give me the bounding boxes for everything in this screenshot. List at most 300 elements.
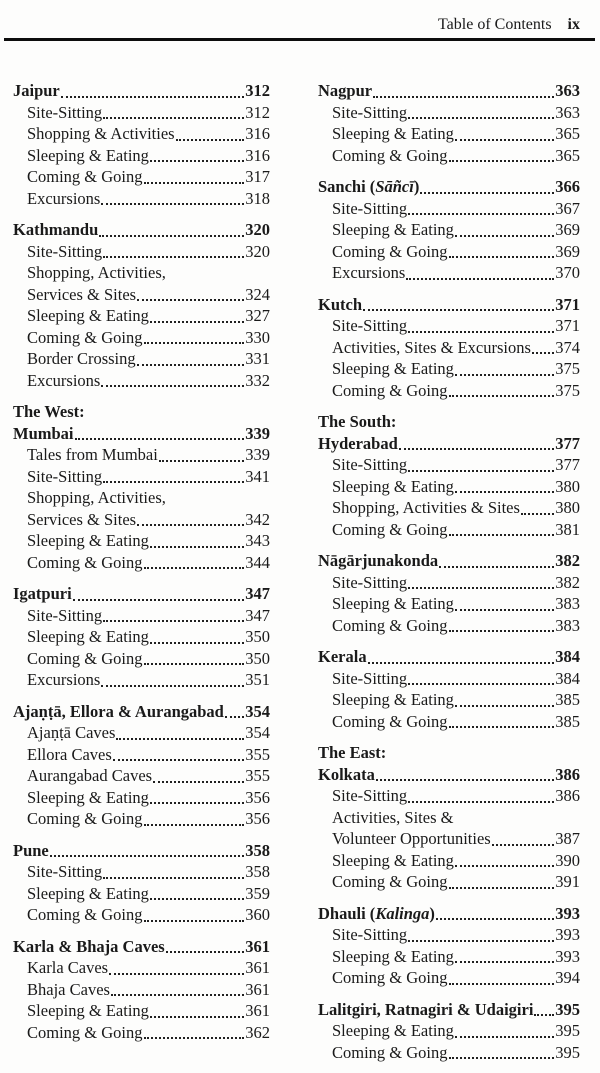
section-page-number: 382 (555, 551, 580, 570)
section-heading-text: ) (429, 903, 435, 923)
entry-label: Site-Sitting (27, 605, 103, 625)
section-heading-preline: The West: (13, 402, 85, 421)
dot-leader (368, 646, 555, 664)
entry-page-number: 393 (555, 925, 580, 944)
toc-section (13, 701, 270, 830)
dot-leader (363, 294, 554, 312)
dot-leader (408, 315, 554, 333)
entry-page-number: 362 (245, 1022, 270, 1042)
toc-entry (13, 123, 270, 145)
dot-leader (455, 593, 554, 611)
entry-label: Sleeping & Eating (27, 531, 149, 550)
toc-section (318, 176, 580, 284)
section-heading (13, 701, 270, 723)
dot-leader (166, 936, 245, 954)
entry-label: Site-Sitting (27, 862, 103, 881)
dot-leader (113, 744, 244, 762)
section-heading-label (318, 999, 533, 1021)
toc-section (13, 219, 270, 391)
dot-leader (492, 828, 555, 846)
dot-leader (150, 626, 244, 644)
toc-entry (318, 850, 580, 872)
entry-label: Sleeping & Eating (27, 1001, 149, 1020)
section-heading (318, 433, 580, 455)
dot-leader (521, 497, 554, 515)
section-page-number: 377 (555, 433, 580, 453)
section-heading (13, 80, 270, 102)
dot-leader (150, 883, 244, 901)
entry-label: Sleeping & Eating (332, 1021, 454, 1040)
entry-page-number: 393 (555, 946, 580, 966)
toc-entry (13, 444, 270, 466)
dot-leader (406, 262, 554, 280)
dot-leader (176, 123, 245, 141)
entry-label: Sleeping & Eating (27, 306, 149, 325)
toc-entry (13, 808, 270, 830)
dot-leader (101, 188, 244, 206)
toc-entry (13, 552, 270, 574)
entry-label: Site-Sitting (332, 668, 408, 688)
toc-entry (318, 1020, 580, 1042)
entry-page-number: 395 (555, 1042, 580, 1062)
section-heading-text: ) (413, 177, 420, 196)
entry-label: Coming & Going (27, 648, 143, 668)
section-page-number: 386 (555, 764, 580, 784)
dot-leader (144, 327, 245, 345)
section-heading-label (318, 294, 362, 316)
section-heading-label (318, 903, 435, 925)
toc-entry (318, 476, 580, 498)
entry-label: Sleeping & Eating (332, 476, 454, 496)
dot-leader (225, 701, 244, 719)
dot-leader (455, 219, 554, 237)
dot-leader (137, 509, 244, 527)
section-heading-text: Karla & Bhaja Caves (13, 936, 165, 956)
entry-page-number: 394 (555, 968, 580, 987)
toc-entry (318, 241, 580, 263)
entry-page-number: 365 (555, 145, 580, 165)
dot-leader (99, 219, 244, 237)
entry-label: Coming & Going (332, 241, 448, 261)
section-page-number: 395 (555, 999, 580, 1019)
entry-page-number: 359 (245, 883, 270, 903)
entry-page-number: 341 (245, 466, 270, 486)
toc-entry (318, 198, 580, 220)
entry-page-number: 371 (555, 316, 580, 335)
entry-page-number: 391 (555, 872, 580, 891)
dot-leader (455, 850, 554, 868)
entry-label: Site-Sitting (332, 198, 408, 218)
dot-leader (408, 924, 554, 942)
dot-leader (449, 711, 555, 729)
toc-entry (13, 327, 270, 349)
dot-leader (376, 764, 554, 782)
entry-label: Excursions (27, 670, 101, 689)
dot-leader (111, 979, 244, 997)
entry-page-number: 385 (555, 711, 580, 731)
section-heading-text: Kutch (318, 294, 363, 314)
entry-page-number: 365 (555, 124, 580, 143)
section-heading-label (318, 646, 367, 668)
toc-entry (13, 957, 270, 979)
toc-entry (13, 305, 270, 327)
toc-entry (318, 358, 580, 380)
entry-page-number: 381 (555, 519, 580, 539)
entry-label: Site-Sitting (332, 102, 408, 122)
entry-page-number: 356 (245, 787, 270, 807)
entry-label: Coming & Going (332, 519, 448, 539)
dot-leader (449, 519, 555, 537)
toc-entry (13, 284, 270, 306)
toc-entry (13, 509, 270, 531)
entry-label: Coming & Going (332, 1042, 448, 1062)
entry-page-number: 354 (245, 723, 270, 742)
toc-entry (318, 145, 580, 167)
toc-entry (318, 946, 580, 968)
entry-label: Excursions (27, 188, 101, 208)
section-heading-preline: The South: (318, 412, 397, 431)
dot-leader (109, 957, 244, 975)
toc-entry (13, 1000, 270, 1022)
dot-leader (408, 102, 554, 120)
entry-label: Coming & Going (27, 552, 143, 572)
dot-leader (455, 123, 554, 141)
section-heading-italic-text: Sāñcī (375, 177, 414, 196)
section-heading-text: Kathmandu (13, 220, 99, 239)
entry-label: Aurangabad Caves (27, 766, 153, 785)
dot-leader (449, 145, 555, 163)
entry-page-number: 395 (555, 1021, 580, 1040)
entry-label: Coming & Going (332, 872, 448, 891)
section-page-number: 384 (555, 647, 580, 666)
entry-label: Volunteer Opportunities (332, 829, 491, 848)
entry-page-number: 369 (555, 241, 580, 261)
toc-entry (13, 605, 270, 627)
toc-entry (318, 315, 580, 337)
entry-wrap-line: Shopping, Activities, (27, 263, 166, 282)
dot-leader (449, 871, 555, 889)
dot-leader (61, 80, 244, 98)
entry-label: Site-Sitting (332, 925, 408, 944)
dot-leader (159, 444, 244, 462)
section-heading-label (13, 840, 49, 862)
section-heading (318, 294, 580, 316)
section-heading-label (13, 80, 60, 102)
entry-label: Site-Sitting (27, 102, 103, 122)
toc-entry (13, 904, 270, 926)
entry-page-number: 318 (245, 188, 270, 208)
section-heading-text: Nagpur (318, 81, 373, 100)
dot-leader (420, 176, 554, 194)
toc-section (13, 80, 270, 209)
dot-leader (150, 145, 244, 163)
entry-label: Bhaja Caves (27, 979, 110, 999)
section-heading-label (13, 219, 98, 241)
entry-wrap-line: Activities, Sites & (332, 807, 454, 827)
section-heading-text: Pune (13, 840, 49, 860)
entry-page-number: 377 (555, 455, 580, 474)
toc-entry (318, 828, 580, 850)
entry-page-number: 375 (555, 359, 580, 378)
dot-leader (408, 668, 554, 686)
toc-section (318, 646, 580, 732)
entry-page-number: 331 (245, 349, 270, 368)
toc-columns (0, 80, 600, 1063)
entry-label: Sleeping & Eating (27, 883, 149, 903)
entry-page-number: 350 (245, 648, 270, 668)
entry-label: Coming & Going (27, 167, 143, 186)
section-heading (318, 999, 580, 1021)
dot-leader (408, 785, 554, 803)
entry-page-number: 344 (245, 552, 270, 572)
toc-entry (13, 861, 270, 883)
entry-label: Sleeping & Eating (332, 850, 454, 870)
toc-section (13, 401, 270, 573)
entry-page-number: 375 (555, 380, 580, 400)
toc-section (318, 742, 580, 893)
dot-leader (144, 808, 245, 826)
entry-page-number: 316 (245, 145, 270, 165)
entry-page-number: 327 (245, 306, 270, 325)
entry-label: Sleeping & Eating (332, 946, 454, 966)
toc-entry (13, 348, 270, 370)
dot-leader (150, 1000, 244, 1018)
section-page-number: 354 (245, 701, 270, 721)
entry-page-number: 363 (555, 102, 580, 122)
section-heading-label (318, 80, 372, 102)
entry-page-number: 324 (245, 284, 270, 304)
toc-entry (13, 669, 270, 691)
entry-page-number: 383 (555, 615, 580, 635)
toc-entry (318, 572, 580, 594)
entry-page-number: 367 (555, 198, 580, 218)
toc-entry (318, 102, 580, 124)
entry-page-number: 374 (555, 337, 580, 357)
entry-page-number: 351 (245, 670, 270, 689)
section-heading (318, 550, 580, 572)
toc-entry (318, 871, 580, 893)
toc-entry (13, 166, 270, 188)
entry-label: Excursions (27, 370, 101, 390)
entry-page-number: 355 (245, 744, 270, 764)
section-heading-text: Ajaṇṭā, Ellora & Aurangabad (13, 701, 224, 721)
entry-label: Activities, Sites & Excursions (332, 337, 531, 357)
dot-leader (150, 787, 244, 805)
entry-page-number: 320 (245, 241, 270, 261)
dot-leader (137, 348, 245, 366)
entry-label: Coming & Going (27, 327, 143, 347)
toc-entry (318, 123, 580, 145)
toc-entry (318, 262, 580, 284)
folio-page-number: ix (567, 16, 580, 33)
section-heading-text: Igatpuri (13, 584, 72, 603)
toc-section (318, 550, 580, 636)
section-heading (318, 80, 580, 102)
section-page-number: 320 (245, 220, 270, 239)
section-page-number: 366 (555, 177, 580, 196)
entry-page-number: 356 (245, 809, 270, 828)
dot-leader (150, 530, 244, 548)
dot-leader (144, 648, 245, 666)
section-heading-text: Jaipur (13, 81, 60, 100)
entry-label: Sleeping & Eating (27, 145, 149, 165)
section-heading-label (13, 701, 224, 723)
entry-label: Sleeping & Eating (332, 359, 454, 378)
section-page-number: 358 (245, 840, 270, 860)
page-header (0, 0, 600, 35)
section-heading-label (13, 936, 165, 958)
entry-label: Excursions (332, 263, 406, 282)
entry-label: Tales from Mumbai (27, 445, 158, 464)
entry-page-number: 361 (245, 958, 270, 977)
section-page-number: 339 (245, 423, 270, 443)
section-heading-label (318, 764, 375, 786)
entry-label: Services & Sites (27, 284, 137, 304)
section-heading-label (318, 433, 398, 455)
entry-label: Sleeping & Eating (332, 124, 454, 143)
entry-page-number: 342 (245, 509, 270, 529)
toc-entry (13, 722, 270, 744)
entry-label: Shopping, Activities & Sites (332, 498, 520, 517)
entry-page-number: 316 (245, 124, 270, 143)
toc-section (318, 411, 580, 540)
dot-leader (153, 765, 244, 783)
dot-leader (103, 241, 244, 259)
dot-leader (50, 840, 244, 858)
entry-label: Sleeping & Eating (332, 690, 454, 709)
section-heading (13, 423, 270, 445)
toc-entry (13, 1022, 270, 1044)
section-heading-text: Hyderabad (318, 433, 398, 453)
section-heading (13, 583, 270, 605)
toc-entry (13, 370, 270, 392)
entry-label: Site-Sitting (332, 786, 408, 805)
entry-page-number: 383 (555, 594, 580, 613)
dot-leader (408, 198, 554, 216)
toc-entry (318, 593, 580, 615)
section-heading-text: Kerala (318, 647, 367, 666)
toc-section (318, 903, 580, 989)
dot-leader (144, 166, 245, 184)
entry-page-number: 343 (245, 531, 270, 550)
section-heading-text: Kolkata (318, 764, 375, 784)
section-heading-italic-text: Kalinga (375, 903, 430, 923)
section-heading (13, 840, 270, 862)
section-page-number: 312 (245, 81, 270, 100)
dot-leader (101, 669, 244, 687)
toc-entry (13, 241, 270, 263)
entry-label: Karla Caves (27, 958, 109, 977)
toc-entry (318, 711, 580, 733)
entry-page-number: 347 (245, 605, 270, 625)
entry-page-number: 312 (245, 102, 270, 122)
section-heading-text: Dhauli ( (318, 903, 376, 923)
toc-entry (318, 219, 580, 241)
toc-entry (318, 1042, 580, 1064)
entry-page-number: 384 (555, 668, 580, 688)
toc-entry (13, 530, 270, 552)
entry-label: Coming & Going (332, 711, 448, 731)
dot-leader (455, 1020, 554, 1038)
entry-page-number: 361 (245, 1001, 270, 1020)
toc-entry (13, 466, 270, 488)
entry-page-number: 370 (555, 263, 580, 282)
toc-entry (13, 626, 270, 648)
dot-leader (439, 550, 554, 568)
entry-page-number: 361 (245, 979, 270, 999)
toc-column (13, 80, 270, 1063)
dot-leader (103, 861, 244, 879)
dot-leader (144, 904, 245, 922)
entry-page-number: 339 (245, 445, 270, 464)
entry-label: Coming & Going (332, 968, 448, 987)
dot-leader (399, 433, 554, 451)
toc-entry (13, 744, 270, 766)
entry-label: Coming & Going (27, 1022, 143, 1042)
entry-page-number: 382 (555, 572, 580, 592)
entry-label: Sleeping & Eating (27, 787, 149, 807)
toc-entry (318, 924, 580, 946)
toc-entry (13, 765, 270, 787)
toc-entry (13, 787, 270, 809)
entry-label: Shopping & Activities (27, 124, 175, 143)
toc-entry (318, 497, 580, 519)
dot-leader (436, 903, 554, 921)
dot-leader (103, 466, 244, 484)
toc-entry (13, 979, 270, 1001)
toc-entry (318, 689, 580, 711)
entry-label: Coming & Going (332, 145, 448, 165)
dot-leader (455, 476, 554, 494)
header-title: Table of Contents (438, 16, 552, 33)
toc-entry (318, 785, 580, 807)
dot-leader (144, 1022, 245, 1040)
toc-entry (13, 145, 270, 167)
entry-page-number: 380 (555, 498, 580, 517)
toc-column (318, 80, 580, 1063)
dot-leader (73, 583, 245, 601)
dot-leader (408, 454, 554, 472)
dot-leader (455, 689, 554, 707)
dot-leader (534, 999, 554, 1017)
section-heading (318, 903, 580, 925)
entry-label: Coming & Going (27, 905, 143, 924)
section-page-number: 347 (245, 584, 270, 603)
toc-section (13, 936, 270, 1044)
entry-page-number: 358 (245, 862, 270, 881)
entry-page-number: 385 (555, 690, 580, 709)
entry-label: Border Crossing (27, 349, 136, 368)
toc-entry (318, 454, 580, 476)
section-heading (13, 936, 270, 958)
entry-page-number: 317 (245, 167, 270, 186)
entry-wrap-line: Shopping, Activities, (27, 488, 166, 507)
toc-section (318, 294, 580, 402)
dot-leader (455, 358, 554, 376)
dot-leader (532, 337, 554, 355)
dot-leader (101, 370, 244, 388)
entry-label: Services & Sites (27, 509, 137, 529)
toc-section (13, 583, 270, 691)
dot-leader (449, 615, 555, 633)
entry-page-number: 332 (245, 370, 270, 390)
section-heading-preline: The East: (318, 743, 387, 762)
entry-page-number: 387 (555, 829, 580, 848)
entry-page-number: 330 (245, 327, 270, 347)
dot-leader (144, 552, 245, 570)
toc-section (13, 840, 270, 926)
section-page-number: 371 (555, 294, 580, 314)
